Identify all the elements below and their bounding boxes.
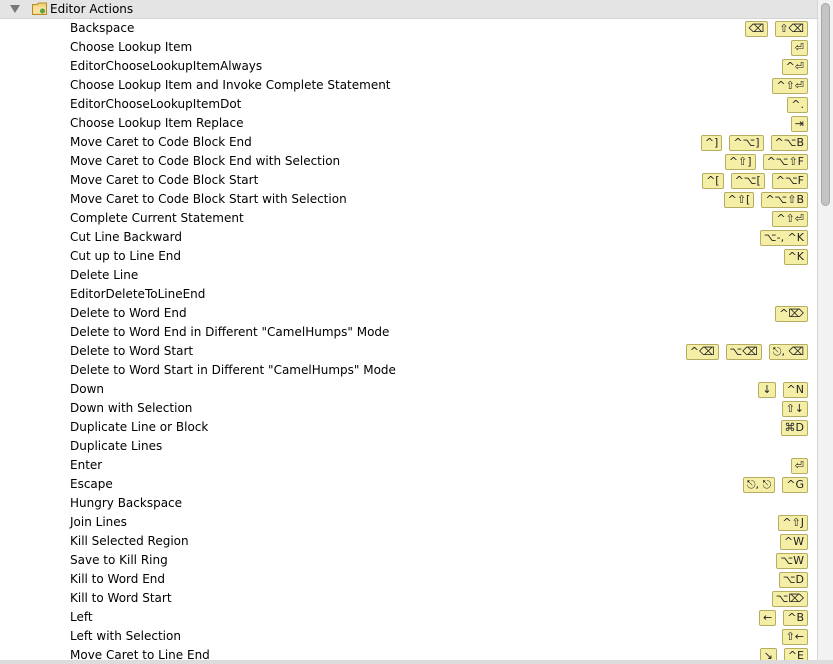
shortcut-list — [743, 477, 808, 493]
shortcut-badge: ^N — [783, 382, 808, 398]
action-label: Delete to Word End — [70, 306, 187, 320]
action-label: EditorChooseLookupItemDot — [70, 97, 242, 111]
shortcut-badge: ^[ — [702, 173, 724, 189]
shortcut-list — [791, 458, 808, 474]
shortcut-list — [782, 59, 808, 75]
action-label: Cut Line Backward — [70, 230, 182, 244]
shortcut-badge: ^. — [787, 97, 808, 113]
action-row[interactable] — [0, 380, 817, 399]
shortcut-badge: ⌥D — [779, 572, 808, 588]
folder-icon — [32, 2, 47, 15]
action-label: Duplicate Lines — [70, 439, 163, 453]
action-label: Move Caret to Line End — [70, 648, 210, 660]
action-label: Choose Lookup Item and Invoke Complete Statement — [70, 78, 391, 92]
shortcut-badge: ⌫ — [745, 21, 769, 37]
triangle-down-icon[interactable] — [10, 5, 20, 13]
action-row[interactable] — [0, 342, 817, 361]
shortcut-badge: ^G — [782, 477, 808, 493]
action-row[interactable] — [0, 76, 817, 95]
shortcut-list — [702, 173, 808, 189]
action-row[interactable] — [0, 513, 817, 532]
shortcut-list — [791, 116, 808, 132]
shortcut-list — [779, 572, 808, 588]
action-label: Kill to Word Start — [70, 591, 172, 605]
shortcut-badge: ^⌦ — [775, 306, 808, 322]
shortcut-list — [724, 192, 808, 208]
shortcut-badge: ^⏎ — [782, 59, 808, 75]
shortcut-list — [791, 40, 808, 56]
shortcut-badge: ⇧← — [782, 629, 808, 645]
action-row[interactable] — [0, 589, 817, 608]
shortcut-badge: ⏎ — [791, 458, 808, 474]
action-label: Join Lines — [70, 515, 127, 529]
shortcut-badge: ⌥-, ^K — [760, 230, 808, 246]
action-label: Move Caret to Code Block Start — [70, 173, 259, 187]
shortcut-list — [686, 344, 808, 360]
action-label: EditorChooseLookupItemAlways — [70, 59, 263, 73]
action-label: Kill to Word End — [70, 572, 166, 586]
action-row[interactable] — [0, 456, 817, 475]
scrollbar-thumb[interactable] — [821, 3, 830, 206]
shortcut-badge: ^E — [784, 648, 808, 660]
shortcut-badge: ← — [759, 610, 776, 626]
vertical-scrollbar[interactable] — [817, 0, 833, 660]
action-label: Move Caret to Code Block End — [70, 135, 252, 149]
action-label: Hungry Backspace — [70, 496, 183, 510]
shortcut-list — [701, 135, 808, 151]
shortcut-list — [776, 553, 808, 569]
shortcut-badge: ^⌥[ — [731, 173, 765, 189]
action-row[interactable] — [0, 494, 817, 513]
action-label: Backspace — [70, 21, 135, 35]
action-label: Delete Line — [70, 268, 139, 282]
shortcut-list — [782, 629, 808, 645]
action-label: Kill Selected Region — [70, 534, 189, 548]
shortcut-list — [780, 534, 808, 550]
action-row[interactable] — [0, 247, 817, 266]
shortcut-list — [784, 249, 808, 265]
shortcut-list — [781, 420, 808, 436]
action-row[interactable] — [0, 399, 817, 418]
action-row[interactable] — [0, 304, 817, 323]
shortcut-badge: ⇧⌫ — [775, 21, 808, 37]
shortcut-badge: ⌥⌦ — [772, 591, 808, 607]
action-row[interactable] — [0, 171, 817, 190]
shortcut-badge: ⌘D — [781, 420, 808, 436]
shortcut-badge: ^W — [780, 534, 808, 550]
shortcut-list — [782, 401, 808, 417]
action-row[interactable] — [0, 38, 817, 57]
shortcut-list — [772, 78, 808, 94]
action-label: Move Caret to Code Block End with Selection — [70, 154, 341, 168]
action-row[interactable] — [0, 646, 817, 660]
action-label: Down with Selection — [70, 401, 193, 415]
action-label: Complete Current Statement — [70, 211, 244, 225]
shortcut-badge: ^⌥⇧B — [761, 192, 808, 208]
shortcut-badge: ^] — [701, 135, 723, 151]
action-row[interactable] — [0, 19, 817, 38]
shortcut-badge: ⏎ — [791, 40, 808, 56]
action-row[interactable] — [0, 95, 817, 114]
shortcut-list — [758, 382, 808, 398]
shortcut-badge: ^⇧J — [778, 515, 808, 531]
action-row[interactable] — [0, 361, 817, 380]
action-label: Choose Lookup Item Replace — [70, 116, 244, 130]
shortcut-list — [760, 648, 808, 660]
action-row[interactable] — [0, 323, 817, 342]
shortcut-badge: ^⇧] — [725, 154, 756, 170]
shortcut-badge: ↘ — [760, 648, 777, 660]
shortcut-badge: ⌥⌫ — [726, 344, 762, 360]
shortcut-badge: ^⌫ — [686, 344, 719, 360]
action-label: Enter — [70, 458, 103, 472]
action-row[interactable] — [0, 475, 817, 494]
shortcut-list — [772, 211, 808, 227]
action-label: Escape — [70, 477, 113, 491]
action-label: Delete to Word End in Different "CamelHumps" Mode — [70, 325, 390, 339]
action-row[interactable] — [0, 209, 817, 228]
shortcut-badge: ⌥W — [776, 553, 808, 569]
shortcut-badge: ^⌥B — [771, 135, 808, 151]
action-row[interactable] — [0, 57, 817, 76]
shortcut-list — [760, 230, 808, 246]
shortcut-badge: ⇧↓ — [782, 401, 808, 417]
action-label: Delete to Word Start — [70, 344, 194, 358]
action-label: Move Caret to Code Block Start with Selection — [70, 192, 347, 206]
action-row[interactable] — [0, 285, 817, 304]
action-label: Choose Lookup Item — [70, 40, 193, 54]
shortcut-badge: ^⇧[ — [724, 192, 755, 208]
action-row[interactable] — [0, 437, 817, 456]
shortcut-badge: ^⇧⏎ — [772, 78, 808, 94]
shortcut-list — [759, 610, 808, 626]
shortcut-list — [778, 515, 808, 531]
action-label: Left — [70, 610, 93, 624]
action-row[interactable] — [0, 551, 817, 570]
shortcut-badge: ↓ — [758, 382, 775, 398]
shortcut-badge: ^⇧⏎ — [772, 211, 808, 227]
action-row[interactable] — [0, 570, 817, 589]
action-row[interactable] — [0, 608, 817, 627]
shortcut-badge: ⇥ — [791, 116, 808, 132]
shortcut-badge: ^B — [783, 610, 808, 626]
group-label: Editor Actions — [50, 2, 134, 16]
shortcut-badge: ^⌥⇧F — [763, 154, 808, 170]
action-label: Down — [70, 382, 105, 396]
shortcut-badge: ^K — [784, 249, 808, 265]
group-row-editor-actions[interactable] — [0, 0, 817, 19]
action-label: Left with Selection — [70, 629, 181, 643]
shortcut-badge: ^⌥F — [772, 173, 808, 189]
action-list — [0, 19, 817, 660]
action-row[interactable] — [0, 190, 817, 209]
shortcut-list — [787, 97, 808, 113]
action-label: Cut up to Line End — [70, 249, 182, 263]
shortcut-list — [775, 306, 808, 322]
action-label: EditorDeleteToLineEnd — [70, 287, 206, 301]
shortcut-list — [772, 591, 808, 607]
action-row[interactable] — [0, 532, 817, 551]
action-row[interactable] — [0, 418, 817, 437]
action-row[interactable] — [0, 627, 817, 646]
shortcut-badge: ⎋, ⎋ — [743, 477, 775, 493]
shortcut-list — [745, 21, 808, 37]
action-row[interactable] — [0, 114, 817, 133]
action-label: Duplicate Line or Block — [70, 420, 209, 434]
shortcut-list — [725, 154, 808, 170]
action-row[interactable] — [0, 228, 817, 247]
panel-bottom-border — [0, 660, 833, 664]
shortcut-badge: ⎋, ⌫ — [769, 344, 808, 360]
action-row[interactable] — [0, 152, 817, 171]
action-row[interactable] — [0, 266, 817, 285]
action-row[interactable] — [0, 133, 817, 152]
shortcut-badge: ^⌥] — [729, 135, 763, 151]
action-label: Save to Kill Ring — [70, 553, 168, 567]
action-label: Delete to Word Start in Different "CamelHumps" Mode — [70, 363, 396, 377]
